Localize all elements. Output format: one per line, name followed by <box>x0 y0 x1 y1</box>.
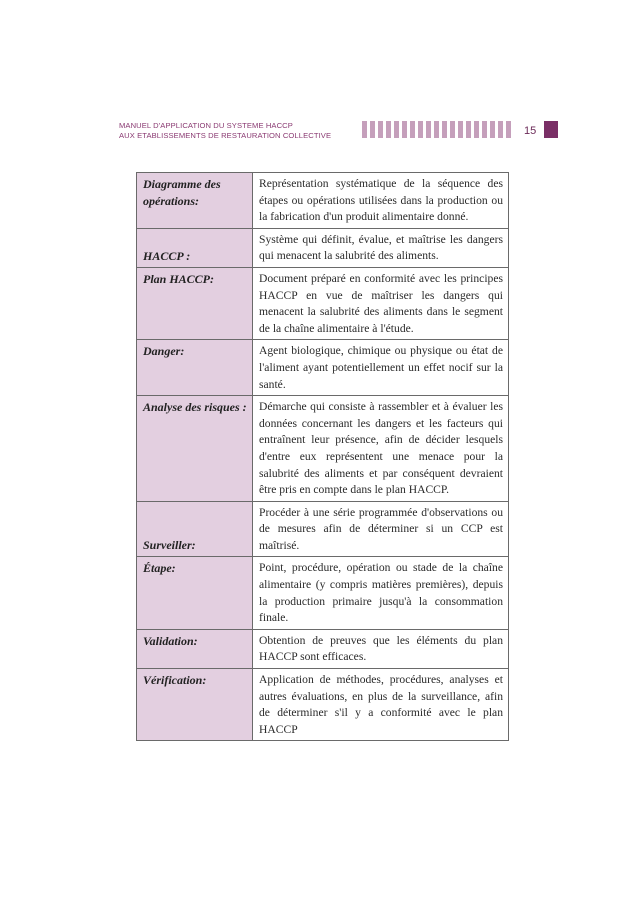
stripe <box>498 121 503 138</box>
term-cell: Surveiller: <box>137 501 253 557</box>
stripe <box>370 121 375 138</box>
stripe <box>434 121 439 138</box>
page-number: 15 <box>524 125 537 137</box>
table-row <box>137 267 509 339</box>
definition-cell: Procéder à une série programmée d'observations ou de mesures afin de déterminer si un CCP est maîtrisé. <box>253 501 509 557</box>
stripe <box>402 121 407 138</box>
decorative-stripes <box>362 121 511 138</box>
definition-cell: Point, procédure, opération ou stade de la chaîne alimentaire (y compris matières premières), depuis la production primaire jusqu'à la consommation finale. <box>253 557 509 629</box>
table-row <box>137 557 509 629</box>
running-header <box>119 121 539 151</box>
term-cell: Analyse des risques : <box>137 396 253 502</box>
table-row <box>137 340 509 396</box>
table-row <box>137 501 509 557</box>
stripe <box>410 121 415 138</box>
stripe <box>450 121 455 138</box>
stripe <box>490 121 495 138</box>
table-row <box>137 396 509 502</box>
stripe <box>426 121 431 138</box>
term-cell: Danger: <box>137 340 253 396</box>
stripe <box>394 121 399 138</box>
table-row <box>137 228 509 267</box>
stripe <box>386 121 391 138</box>
stripe <box>458 121 463 138</box>
term-cell: Validation: <box>137 629 253 668</box>
stripe <box>466 121 471 138</box>
table-row <box>137 629 509 668</box>
term-cell: Étape: <box>137 557 253 629</box>
term-cell: Vérification: <box>137 669 253 741</box>
stripe <box>506 121 511 138</box>
stripe <box>442 121 447 138</box>
page-marker-block <box>544 121 558 138</box>
definition-cell: Application de méthodes, procédures, analyses et autres évaluations, en plus de la surveillance, afin de déterminer s'il y a conformité avec le plan HACCP <box>253 669 509 741</box>
stripe <box>482 121 487 138</box>
term-cell: Diagramme des opérations: <box>137 173 253 229</box>
term-cell: HACCP : <box>137 228 253 267</box>
definition-cell: Agent biologique, chimique ou physique ou état de l'aliment ayant potentiellement un effet nocif sur la santé. <box>253 340 509 396</box>
stripe <box>418 121 423 138</box>
definition-cell: Système qui définit, évalue, et maîtrise les dangers qui menacent la salubrité des aliments. <box>253 228 509 267</box>
stripe <box>378 121 383 138</box>
definitions-table <box>136 172 509 741</box>
definition-cell: Démarche qui consiste à rassembler et à évaluer les données concernant les dangers et les facteurs qui entraînent leur présence, afin de décider lesquels d'entre eux représentent une menace pour la salubrité des aliments et par conséquent devraient être pris en compte dans le plan HACCP. <box>253 396 509 502</box>
stripe <box>474 121 479 138</box>
header-title-line-1: MANUEL D'APPLICATION DU SYSTEME HACCP <box>119 121 293 130</box>
table-row <box>137 173 509 229</box>
definition-cell: Obtention de preuves que les éléments du plan HACCP sont efficaces. <box>253 629 509 668</box>
term-cell: Plan HACCP: <box>137 267 253 339</box>
definition-cell: Représentation systématique de la séquence des étapes ou opérations utilisées dans la production ou la fabrication d'un produit alimentaire donné. <box>253 173 509 229</box>
definition-cell: Document préparé en conformité avec les principes HACCP en vue de maîtriser les dangers qui menacent la salubrité des aliments dans le segment de la chaîne alimentaire à l'étude. <box>253 267 509 339</box>
header-title-line-2: AUX ETABLISSEMENTS DE RESTAURATION COLLECTIVE <box>119 131 332 140</box>
stripe <box>362 121 367 138</box>
table-row <box>137 669 509 741</box>
